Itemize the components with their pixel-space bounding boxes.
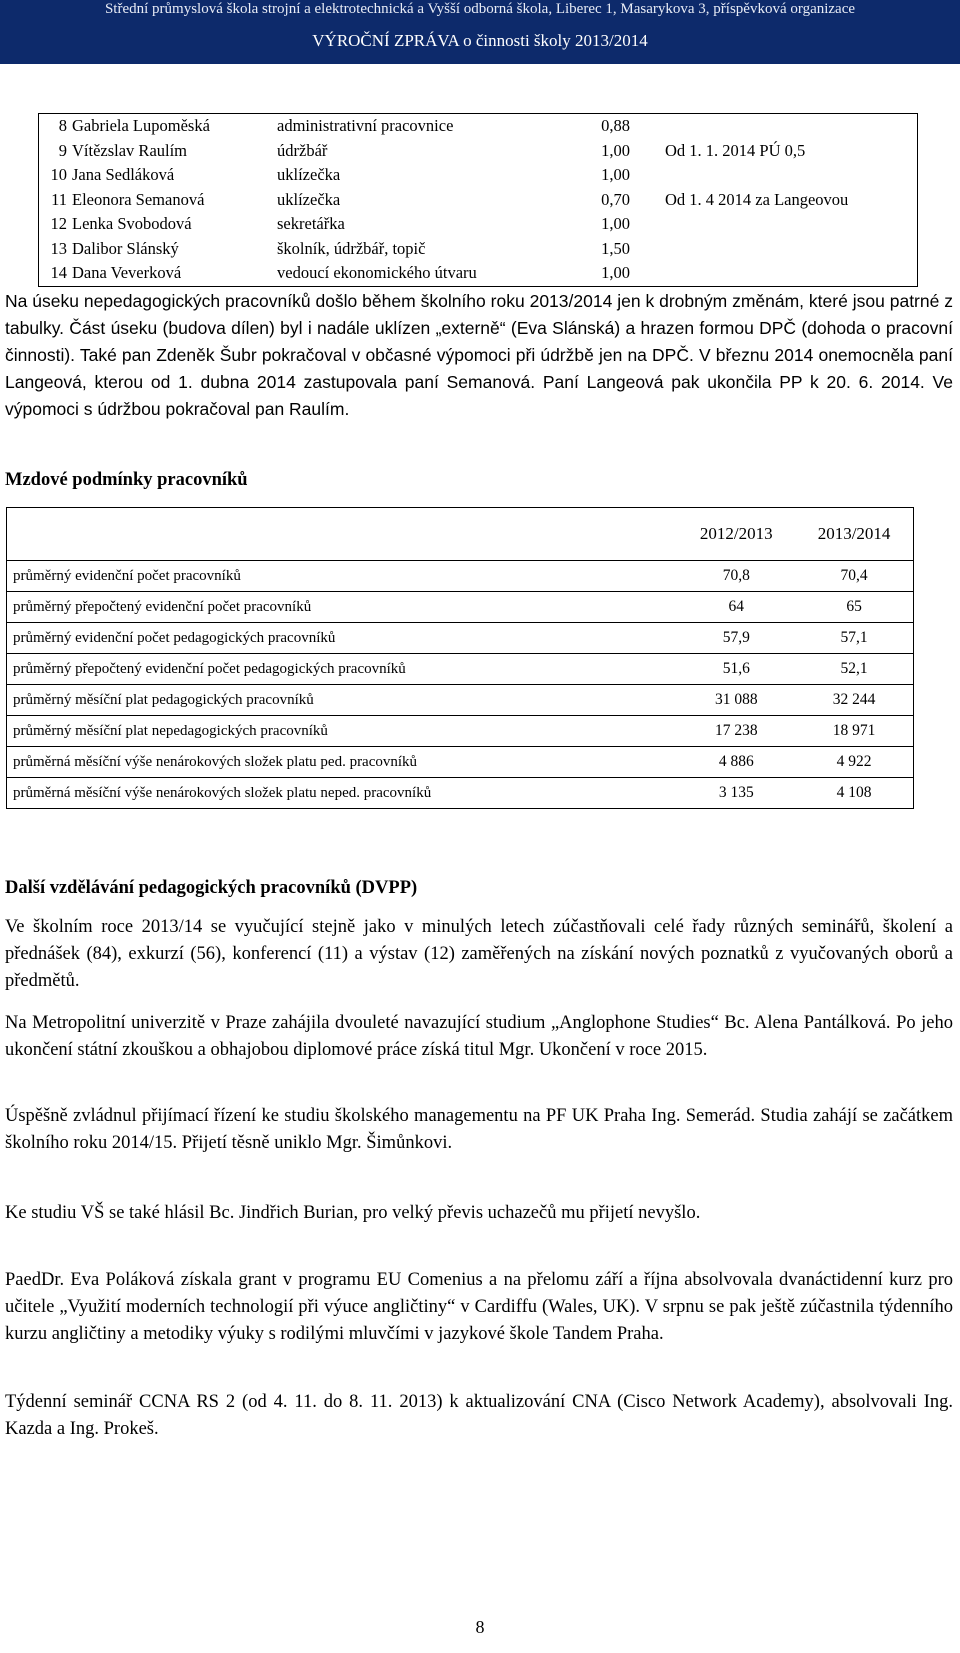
staff-role: sekretářka xyxy=(277,214,345,234)
wages-header-row xyxy=(7,508,914,561)
staff-role: uklízečka xyxy=(277,165,341,185)
staff-note xyxy=(665,237,918,262)
wages-value-2013: 57,1 xyxy=(795,623,913,654)
wages-value-2012: 57,9 xyxy=(677,623,795,654)
wages-value-2013: 65 xyxy=(795,592,913,623)
wages-col-2012: 2012/2013 xyxy=(677,508,795,561)
dvpp-paragraph-5: PaedDr. Eva Poláková získala grant v programu EU Comenius a na přelomu září a října absolvovala dvanáctidenní kurz pro učitele „Využití moderních technologií při výuce angličtiny“ v Cardiffu (Wales, UK). V srpnu se pak ještě zúčastnila týdenního kurzu angličtiny a metodiky výuky s rodilými mluvčími v jazykové škole Tandem Praha. xyxy=(5,1270,953,1344)
staff-num: 8 xyxy=(58,116,67,136)
wages-table xyxy=(6,507,914,809)
wages-value-2013: 32 244 xyxy=(795,685,913,716)
wages-row xyxy=(7,778,914,809)
staff-num: 11 xyxy=(51,189,67,209)
staff-fte: 1,00 xyxy=(601,214,630,234)
wages-value-2013: 4 922 xyxy=(795,747,913,778)
dvpp-paragraph-2: Na Metropolitní univerzitě v Praze zahájila dvouleté navazující studium „Anglophone Studies“ Bc. Alena Pantálková. Po jeho ukončení státní zkouškou a obhajobou diplomové práce získá titul Mgr. Ukončení v roce 2015. xyxy=(5,1013,953,1060)
staff-note: Od 1. 4 2014 za Langeovou xyxy=(665,189,849,209)
staff-fte: 1,00 xyxy=(601,165,630,185)
wages-value-2013: 52,1 xyxy=(795,654,913,685)
staff-row xyxy=(39,237,918,262)
staff-role: vedoucí ekonomického útvaru xyxy=(277,263,477,283)
wages-value-2012: 70,8 xyxy=(677,561,795,592)
staff-row xyxy=(39,163,918,188)
wages-row xyxy=(7,747,914,778)
wages-label: průměrná měsíční výše nenárokových složek platu neped. pracovníků xyxy=(13,784,432,801)
wages-label: průměrný přepočtený evidenční počet pedagogických pracovníků xyxy=(7,654,678,685)
staff-role: údržbář xyxy=(277,140,328,160)
wages-label: průměrný měsíční plat pedagogických pracovníků xyxy=(7,685,678,716)
staff-row xyxy=(39,139,918,164)
wages-value-2012: 4 886 xyxy=(677,747,795,778)
staff-fte: 0,88 xyxy=(601,116,630,136)
staff-fte: 0,70 xyxy=(601,189,630,209)
wages-row xyxy=(7,685,914,716)
wages-label: průměrný měsíční plat nepedagogických pracovníků xyxy=(7,716,678,747)
wages-row xyxy=(7,561,914,592)
wages-label: průměrný přepočtený evidenční počet pracovníků xyxy=(7,592,678,623)
staff-num: 12 xyxy=(50,214,67,234)
wages-label: průměrný evidenční počet pedagogických pracovníků xyxy=(7,623,678,654)
staff-name: Dalibor Slánský xyxy=(72,238,179,258)
page-number: 8 xyxy=(475,1617,485,1637)
wages-value-2012: 64 xyxy=(677,592,795,623)
staff-num: 10 xyxy=(50,165,67,185)
staff-row xyxy=(39,114,918,139)
staff-note xyxy=(665,163,918,188)
school-name: Střední průmyslová škola strojní a elektrotechnická a Vyšší odborná škola, Liberec 1, Masarykova 3, příspěvková organizace xyxy=(104,1,856,17)
page-header xyxy=(0,0,960,64)
wages-value-2012: 17 238 xyxy=(677,716,795,747)
staff-name: Dana Veverková xyxy=(72,263,182,283)
wages-col-2013: 2013/2014 xyxy=(795,508,913,561)
dvpp-paragraph-3: Úspěšně zvládnul přijímací řízení ke studiu školského managementu na PF UK Praha Ing. Semerád. Studia zahájí se začátkem školního roku 2014/15. Přijetí těsně uniklo Mgr. Šimůnkovi. xyxy=(5,1106,953,1153)
staff-note: Od 1. 1. 2014 PÚ 0,5 xyxy=(665,140,806,160)
staff-role: administrativní pracovnice xyxy=(277,116,454,136)
wages-value-2012: 51,6 xyxy=(677,654,795,685)
wages-value-2012: 31 088 xyxy=(677,685,795,716)
wages-value-2013: 70,4 xyxy=(795,561,913,592)
dvpp-paragraph-6: Týdenní seminář CCNA RS 2 (od 4. 11. do 8. 11. 2013) k aktualizování CNA (Cisco Network Academy), absolvovali Ing. Kazda a Ing. Prokeš. xyxy=(5,1392,953,1439)
wages-row xyxy=(7,654,914,685)
staff-note xyxy=(665,261,918,286)
dvpp-heading: Další vzdělávání pedagogických pracovníků (DVPP) xyxy=(5,878,418,898)
staff-note xyxy=(665,114,918,139)
staff-fte: 1,50 xyxy=(601,238,630,258)
dvpp-paragraph-4: Ke studiu VŠ se také hlásil Bc. Jindřich Burian, pro velký převis uchazečů mu přijetí nevyšlo. xyxy=(5,1203,701,1223)
staff-row xyxy=(39,188,918,213)
staff-fte: 1,00 xyxy=(601,263,630,283)
wages-row xyxy=(7,592,914,623)
wages-row xyxy=(7,623,914,654)
wages-label: průměrný evidenční počet pracovníků xyxy=(7,561,678,592)
staff-note xyxy=(665,212,918,237)
wages-row xyxy=(7,716,914,747)
staff-fte: 1,00 xyxy=(601,140,630,160)
staff-row xyxy=(39,212,918,237)
wages-label: průměrná měsíční výše nenárokových složek platu ped. pracovníků xyxy=(7,747,678,778)
staff-name: Vítězslav Raulím xyxy=(72,140,188,160)
wages-value-2012: 3 135 xyxy=(718,784,754,801)
staff-role: školník, údržbář, topič xyxy=(277,238,426,258)
wages-value-2013: 4 108 xyxy=(836,784,872,801)
staff-row xyxy=(39,261,918,286)
report-title: VÝROČNÍ ZPRÁVA o činnosti školy 2013/2014 xyxy=(312,31,648,50)
staff-name: Jana Sedláková xyxy=(72,165,175,185)
wages-header-empty xyxy=(7,508,678,561)
dvpp-paragraph-1: Ve školním roce 2013/14 se vyučující stejně jako v minulých letech zúčastňovali celé řady různých seminářů, školení a přednášek (84), exkurzí (56), konferencí (11) a výstav (12) zaměřených na získání nových poznatků z vyučovaných oborů a předmětů. xyxy=(5,917,953,991)
staff-name: Eleonora Semanová xyxy=(72,189,205,209)
wages-heading: Mzdové podmínky pracovníků xyxy=(5,470,248,490)
nonped-paragraph: Na úseku nepedagogických pracovníků došlo během školního roku 2013/2014 jen k drobným změnám, které jsou patrné z tabulky. Část úseku (budova dílen) byl i nadále uklízen „externě“ (Eva Slánská) a hrazen formou DPČ (dohoda o pracovní činnosti). Také pan Zdeněk Šubr pokračoval v občasné výpomoci při údržbě jen na DPČ. V březnu 2014 onemocněla paní Langeová, kterou od 1. dubna 2014 zastupovala paní Semanová. Paní Langeová pak ukončila PP k 20. 6. 2014. Ve výpomoci s údržbou pokračoval pan Raulím. xyxy=(5,291,953,419)
staff-num: 9 xyxy=(58,140,67,160)
staff-table xyxy=(38,113,918,287)
staff-role: uklízečka xyxy=(277,189,341,209)
staff-num: 14 xyxy=(50,263,67,283)
staff-name: Lenka Svobodová xyxy=(72,214,192,234)
wages-value-2013: 18 971 xyxy=(795,716,913,747)
staff-name: Gabriela Lupoměská xyxy=(72,116,210,136)
staff-num: 13 xyxy=(50,238,67,258)
